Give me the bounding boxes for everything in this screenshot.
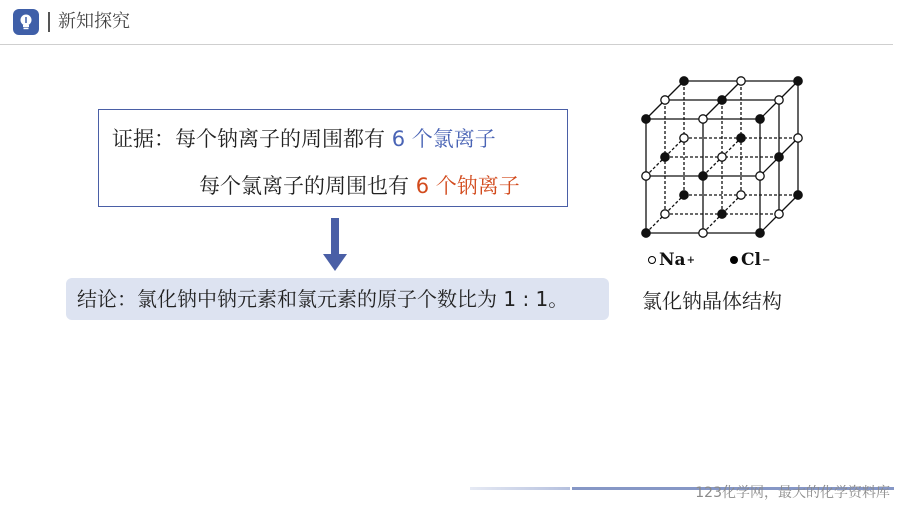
- evidence-line-1-prefix: 证据：每个钠离子的周围都有: [112, 127, 392, 151]
- conclusion-box: [66, 278, 609, 320]
- open-circle-icon: [648, 256, 656, 264]
- legend-na-charge: +: [686, 254, 695, 266]
- page-title: 新知探究: [58, 11, 130, 32]
- watermark-text: 123化学网，最大的化学资料库: [695, 485, 890, 501]
- nacl-crystal-diagram: [628, 74, 808, 244]
- evidence-line-2-highlight: 6 个钠离子: [415, 174, 520, 198]
- evidence-line-1: [112, 125, 496, 153]
- header-divider: [0, 44, 893, 45]
- evidence-line-2-prefix: 每个氯离子的周围也有: [199, 174, 416, 198]
- header-separator: [48, 12, 50, 32]
- legend-cl-label: Cl: [741, 250, 761, 270]
- evidence-box: [98, 109, 568, 207]
- conclusion-text: 结论：氯化钠中钠元素和氯元素的原子个数比为 1 : 1。: [77, 287, 569, 311]
- crystal-caption: 氯化钠晶体结构: [642, 289, 782, 313]
- evidence-line-1-highlight: 6 个氯离子: [391, 127, 496, 151]
- legend-na-label: Na: [659, 250, 686, 270]
- evidence-line-2: [199, 172, 520, 200]
- legend-na: [648, 250, 695, 270]
- lightbulb-icon: [13, 9, 39, 35]
- filled-circle-icon: [730, 256, 738, 264]
- arrow-down-icon: [322, 218, 348, 272]
- footer-line-left: [470, 487, 570, 490]
- legend-cl: [730, 250, 770, 270]
- legend-cl-charge: −: [762, 254, 771, 266]
